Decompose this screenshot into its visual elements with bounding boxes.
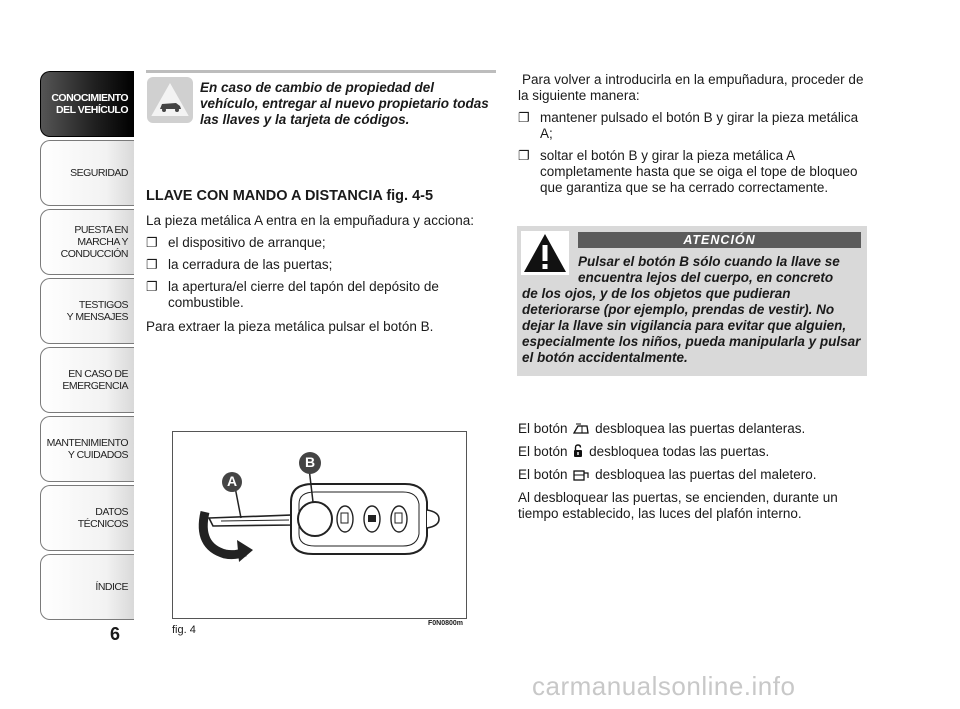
- section-title: [146, 188, 433, 204]
- checkbox-bullet-icon: ❐: [518, 110, 530, 125]
- tab-seguridad[interactable]: SEGURIDAD: [40, 140, 134, 206]
- tab-mantenimiento[interactable]: MANTENIMIENTO Y CUIDADOS: [40, 416, 134, 482]
- list-item: ❐ la cerradura de las puertas;: [146, 257, 333, 272]
- key-intro: La pieza metálica A entra en la empuñadura y acciona:: [146, 213, 474, 228]
- list-item: ❐ mantener pulsado el botón B y girar la pieza metálica A;: [518, 110, 859, 141]
- padlock-icon: [573, 444, 583, 458]
- tab-conocimiento-del-vehiculo[interactable]: CONOCIMIENTO DEL VEHÍCULO: [40, 71, 134, 137]
- key-figure: [172, 431, 467, 619]
- list-item: ❐ soltar el botón B y girar la pieza metálica A completamente hasta que se oiga el tope de bloqueo que garantiza que se ha cerrado correctamente.: [518, 148, 858, 195]
- watermark: carmanualsonline.info: [532, 671, 796, 701]
- reinsert-intro: Para volver a introducirla en la empuñadura, proceder de la siguiente manera:: [518, 72, 864, 103]
- ownership-note: En caso de cambio de propiedad del vehículo, entregar al nuevo propietario todas las llaves y la tarjeta de códigos.: [200, 80, 489, 127]
- column-top-rule: [146, 70, 496, 73]
- list-item: ❐ el dispositivo de arranque;: [146, 235, 326, 250]
- tab-datos-tecnicos[interactable]: DATOS TÉCNICOS: [40, 485, 134, 551]
- closing-text: Al desbloquear las puertas, se encienden, durante un tiempo establecido, las luces del plafón interno.: [518, 490, 838, 521]
- checkbox-bullet-icon: ❐: [146, 257, 158, 272]
- checkbox-bullet-icon: ❐: [146, 279, 158, 294]
- chapter-sidebar: [40, 71, 134, 623]
- list-item: El botón desbloquea las puertas delanteras.: [518, 421, 806, 436]
- extract-instruction: Para extraer la pieza metálica pulsar el botón B.: [146, 319, 434, 334]
- boot-unlock-icon: [573, 468, 589, 481]
- list-item: El botón desbloquea las puertas del maletero.: [518, 467, 817, 482]
- front-doors-unlock-icon: [573, 423, 589, 435]
- checkbox-bullet-icon: ❐: [146, 235, 158, 250]
- marker-b-label: B: [305, 454, 316, 470]
- tab-testigos-y-mensajes[interactable]: TESTIGOS Y MENSAJES: [40, 278, 134, 344]
- list-item: El botón desbloquea todas las puertas.: [518, 444, 770, 459]
- checkbox-bullet-icon: ❐: [518, 148, 530, 163]
- tab-indice[interactable]: ÍNDICE: [40, 554, 134, 620]
- figure-code: F0N0800m: [428, 620, 464, 627]
- tab-puesta-en-marcha[interactable]: PUESTA EN MARCHA Y CONDUCCIÓN: [40, 209, 134, 275]
- section-title-text: LLAVE CON MANDO A DISTANCIA: [146, 188, 383, 204]
- warning-text: Pulsar el botón B sólo cuando la llave se encuentra lejos del cuerpo, en concreto de los ojos, y de los objetos que pudieran deteriorarse (por ejemplo, prendas de vestir). No dejar la llave sin vigilancia para evitar que alguien, especialmente los niños, pueda manipularla y pulsar el botón accidentalmente.: [522, 254, 861, 365]
- buttons-description: [518, 421, 868, 529]
- marker-a-label: A: [227, 473, 238, 489]
- key-description: [146, 213, 496, 335]
- reinsert-instructions: [518, 72, 868, 196]
- car-note-icon: [147, 77, 193, 123]
- list-item: ❐ la apertura/el cierre del tapón del depósito de combustible.: [146, 279, 439, 310]
- page-number: 6: [110, 624, 121, 644]
- tab-en-caso-de-emergencia[interactable]: EN CASO DE EMERGENCIA: [40, 347, 134, 413]
- warning-heading: ATENCIÓN: [578, 232, 861, 248]
- figure-label: fig. 4: [172, 624, 196, 636]
- section-fig-ref: fig. 4-5: [386, 188, 434, 204]
